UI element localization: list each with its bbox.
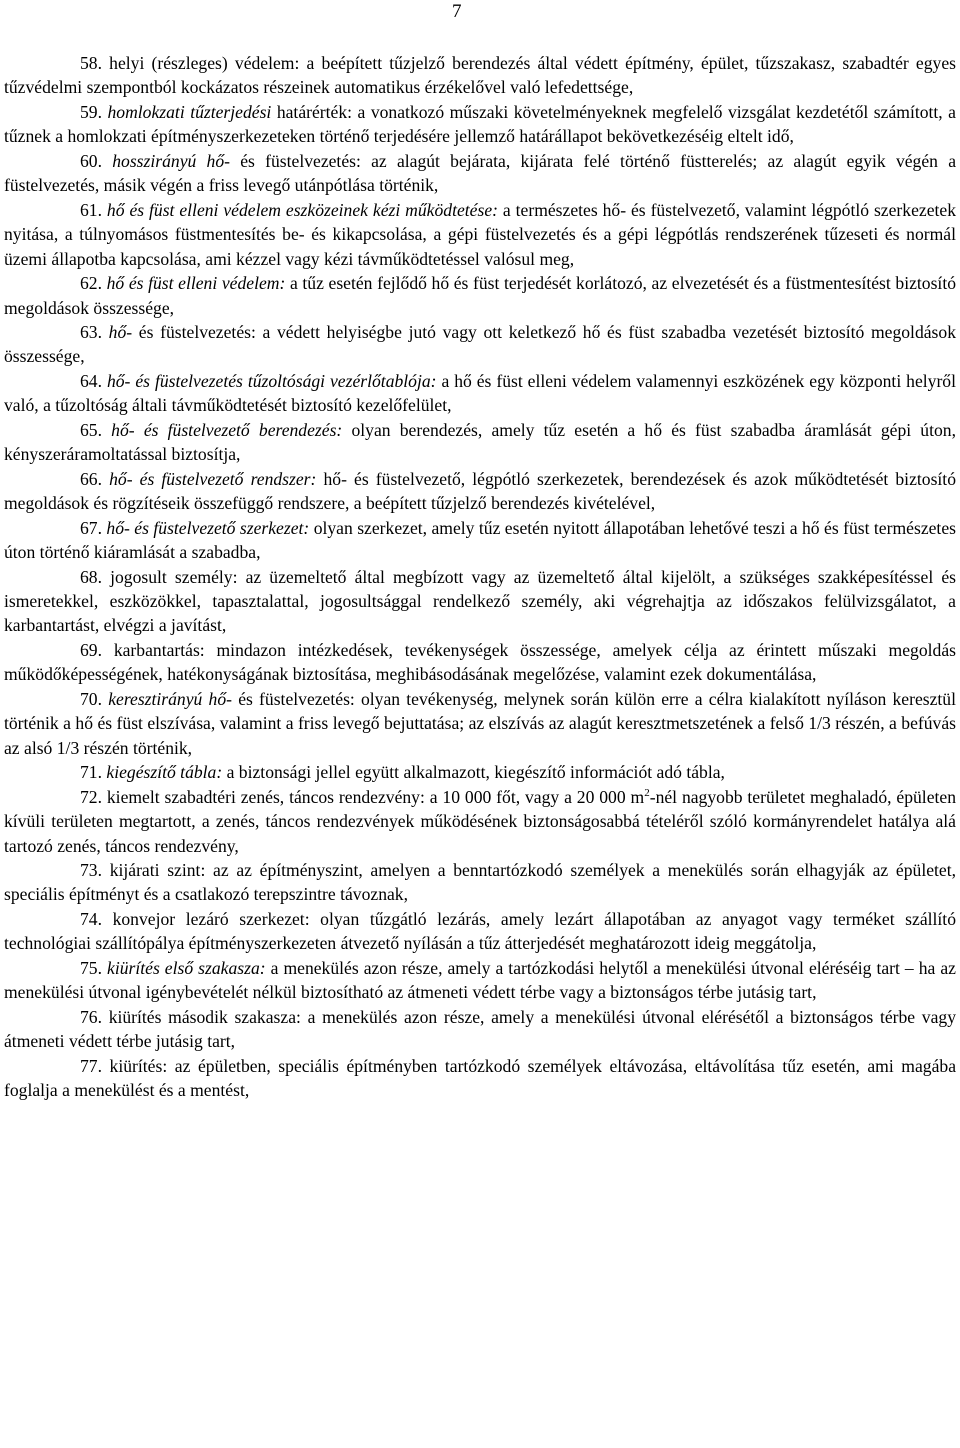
definition-number: 69. <box>80 639 102 660</box>
definition-number: 66. <box>80 468 102 489</box>
definition-65 <box>4 418 956 467</box>
definition-text: és füstelvezetés: az alagút bejárata, kijárata felé történő füstterelés; az alagút egyik végén a füstelvezetés, másik végén a friss levegő utánpótlása történik, <box>4 150 956 196</box>
definition-term: hő és füst elleni védelem eszközeinek kézi működtetése: <box>102 199 498 220</box>
definition-text: helyi (részleges) védelem: a beépített tűzjelző berendezés által védett építmény, épület, tűzszakasz, szabadtér egyes tűzvédelmi szempontból kockázatos részeinek automatikus érzékelővel való lefedettsége, <box>4 53 956 98</box>
definition-62 <box>4 271 956 320</box>
definition-59 <box>4 100 956 149</box>
definition-text: a menekülés azon része, amely a tartózkodási helytől a menekülési útvonal eléréséig tart – ha az menekülési útvonal igénybevételét nélkül biztosítható az átmeneti védett térbe vagy a biztonságos térbe jutásig tart, <box>4 957 956 1003</box>
definition-70 <box>4 687 956 760</box>
definition-text: kiürítés: az épületben, speciális építményben tartózkodó személyek eltávozása, eltávolítása tűz esetén, ami magába foglalja a menekülést és a mentést, <box>4 1055 956 1101</box>
definition-term: kiürítés első szakasza: <box>102 957 266 978</box>
definition-number: 71. <box>80 762 102 783</box>
definition-number: 73. <box>80 859 102 880</box>
definition-number: 67. <box>80 517 102 538</box>
definition-number: 77. <box>80 1055 102 1076</box>
definition-75 <box>4 956 956 1005</box>
definition-term: hosszirányú hő- <box>102 150 230 171</box>
definition-text: határérték: a vonatkozó műszaki követelményeknek megfelelő vizsgálat kezdetétől számított, a tűznek a homlokzati építményszerkezeteken történő terjedésére jellemző határállapot bekövetkezéséig eltelt idő, <box>4 101 956 147</box>
definition-text: jogosult személy: az üzemeltető által megbízott vagy az üzemeltető által kijelölt, a szükséges szakképesítéssel és ismeretekkel, eszközökkel, tapasztalattal, jogosultsággal rendelkező személy, aki végrehajtja az időszakos felülvizsgálatot, a karbantartást, elvégzi a javítást, <box>4 566 956 636</box>
definition-number: 72. <box>80 786 102 807</box>
definition-term: hő és füst elleni védelem: <box>102 273 286 294</box>
definition-number: 60. <box>80 150 102 171</box>
superscript-2: 2 <box>644 786 650 799</box>
definition-term: hő- és füstelvezető szerkezet: <box>102 517 310 538</box>
definition-term: hő- <box>102 321 133 342</box>
definition-number: 61. <box>80 199 102 220</box>
definition-number: 70. <box>80 688 102 709</box>
definition-term: keresztirányú hő- <box>102 688 232 709</box>
definition-60 <box>4 149 956 198</box>
definition-58 <box>4 51 956 100</box>
definition-number: 59. <box>80 101 102 122</box>
definition-number: 64. <box>80 370 102 391</box>
definition-text: konvejor lezáró szerkezet: olyan tűzgátló lezárás, amely lezárt állapotában az anyagot vagy terméket szállító technológiai szállítópálya építményszerkezeten átvezető nyílásán a tűz átterjedését meghatározott ideig meggátolja, <box>4 908 956 954</box>
definition-64 <box>4 369 956 418</box>
definition-61 <box>4 198 956 271</box>
definition-number: 58. <box>80 53 102 73</box>
definition-term: hő- és füstelvezető berendezés: <box>102 419 343 440</box>
definition-71 <box>4 760 956 784</box>
definition-text: a hő és füst elleni védelem valamennyi eszközének egy központi helyről való, a tűzoltóság általi távműködtetését biztosító kezelőfelület, <box>4 370 956 416</box>
definition-text: és füstelvezetés: a védett helyiségbe jutó vagy ott keletkező hő és füst szabadba vezetését biztosító megoldások összessége, <box>4 321 956 367</box>
definition-text: kiemelt szabadtéri zenés, táncos rendezvény: a 10 000 főt, vagy a 20 000 m <box>102 786 645 807</box>
definition-text: olyan szerkezet, amely tűz esetén nyitott állapotában lehetővé teszi a hő és füst természetes úton történő kiáramlását a szabadba, <box>4 517 956 563</box>
definition-number: 74. <box>80 908 102 929</box>
definition-77 <box>4 1054 956 1103</box>
definition-67 <box>4 516 956 565</box>
definition-term: hő- és füstelvezetés tűzoltósági vezérlőtablója: <box>102 370 437 391</box>
definition-number: 75. <box>80 957 102 978</box>
definition-text: a biztonsági jellel együtt alkalmazott, kiegészítő információt adó tábla, <box>222 762 725 783</box>
definition-text: kijárati szint: az az építményszint, amelyen a benntartózkodó személyek a menekülés során elhagyják az épületet, speciális építményt és a csatlakozó terepszintre távoznak, <box>4 859 956 905</box>
definition-68 <box>4 565 956 638</box>
definition-text: kiürítés második szakasza: a menekülés azon része, amely a menekülési útvonal elérésétől a biztonságos térbe vagy átmeneti védett térbe jutásig tart, <box>4 1006 956 1052</box>
page-number: 7 <box>452 1 462 22</box>
definition-63 <box>4 320 956 369</box>
definition-text: a természetes hő- és füstelvezető, valamint légpótló szerkezetek nyitása, a túlnyomásos füstmentesítés be- és kikapcsolása, a gépi füstelvezetés és a gépi légpótlás rendszerének tűzeseti és normál üzemi állapotba kapcsolása, ami kézzel vagy kézi távműködtetéssel valósul meg, <box>4 199 956 269</box>
definition-text-continued: -nél nagyobb területet meghaladó, épületen kívüli területen megtartott, a zenés, táncos rendezvények működésének biztonságosabbá tételéről szóló kormányrendelet hatálya alá tartozó zenés, táncos rendezvény, <box>4 786 957 856</box>
definition-number: 62. <box>80 273 102 294</box>
definition-text: karbantartás: mindazon intézkedések, tevékenységek összessége, amelyek célja az érintett műszaki megoldás működőképességének, hatékonyságának biztosítása, meghibásodásának megelőzése, valamint ezek dokumentálása, <box>4 639 956 685</box>
definition-term: homlokzati tűzterjedési <box>102 101 272 122</box>
definition-73 <box>4 858 956 907</box>
definition-number: 68. <box>80 566 102 587</box>
definitions-list <box>4 51 956 1102</box>
definition-76 <box>4 1005 956 1054</box>
definition-text: és füstelvezetés: olyan tevékenység, melynek során külön erre a célra kialakított nyíláson keresztül történik a hő és füst elszívása, valamint a friss levegő bejuttatása; az elszívás az alagút keresztmetszetének a felső 1/3 részén, a befúvás az alsó 1/3 részén történik, <box>4 688 956 758</box>
definition-74 <box>4 907 956 956</box>
definition-number: 65. <box>80 419 102 440</box>
definition-term: hő- és füstelvezető rendszer: <box>102 468 317 489</box>
definition-69 <box>4 638 956 687</box>
definition-number: 76. <box>80 1006 102 1027</box>
definition-text: olyan berendezés, amely tűz esetén a hő és füst szabadba áramlását gépi úton, kényszeráramoltatással biztosítja, <box>4 419 956 465</box>
definition-text: a tűz esetén fejlődő hő és füst terjedését korlátozó, az elvezetését és a füstmentesítést biztosító megoldások összessége, <box>4 273 957 318</box>
definition-text: hő- és füstelvezető, légpótló szerkezetek, berendezések és azok működtetését biztosító megoldások és rögzítéseik összefüggő rendszere, a beépített tűzjelző berendezés kivételével, <box>4 468 956 514</box>
definition-66 <box>4 467 956 516</box>
definition-72 <box>4 785 956 858</box>
definition-term: kiegészítő tábla: <box>102 762 223 783</box>
definition-number: 63. <box>80 321 102 342</box>
